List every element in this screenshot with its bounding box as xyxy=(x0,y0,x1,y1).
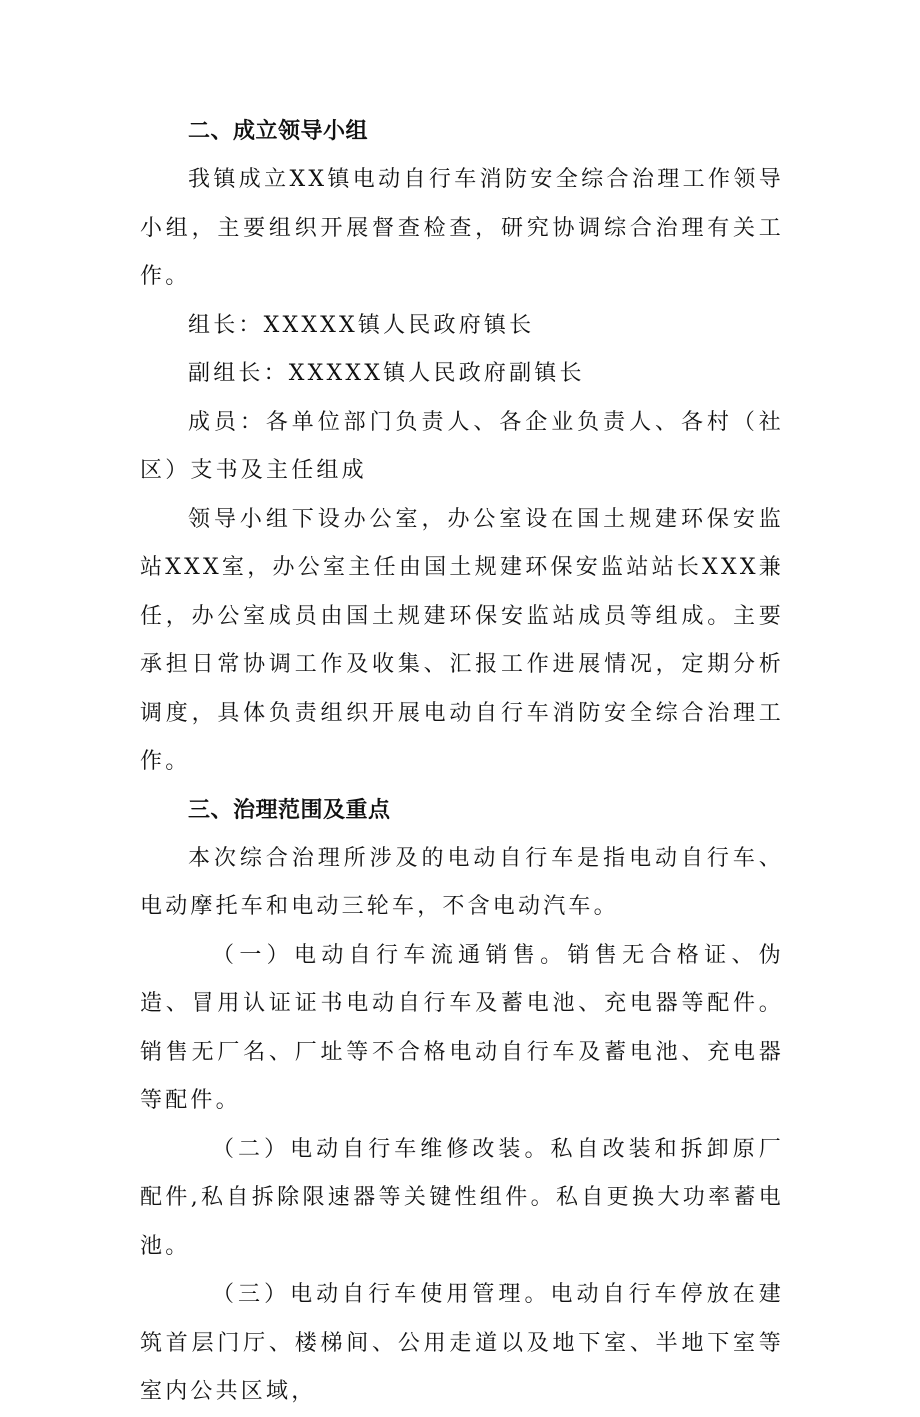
paragraph-item-repair: （二）电动自行车维修改装。私自改装和拆卸原厂配件,私自拆除限速器等关键性组件。私自更换大功率蓄电池。 xyxy=(140,1136,784,1259)
paragraph-scope-definition: 本次综合治理所涉及的电动自行车是指电动自行车、电动摩托车和电动三轮车，不含电动汽车。 xyxy=(140,845,784,919)
paragraph-deputy-leader: 副组长：XXXXX镇人民政府副镇长 xyxy=(188,361,585,386)
paragraph-item-sales: （一）电动自行车流通销售。销售无合格证、伪造、冒用认证证书电动自行车及蓄电池、充电器等配件。销售无厂名、厂址等不合格电动自行车及蓄电池、充电器等配件。 xyxy=(140,942,784,1113)
paragraph-item-usage: （三）电动自行车使用管理。电动自行车停放在建筑首层门厅、楼梯间、公用走道以及地下室、半地下室等室内公共区域， xyxy=(140,1282,784,1404)
paragraph-group-members: 成员：各单位部门负责人、各企业负责人、各村（社区）支书及主任组成 xyxy=(140,409,784,483)
paragraph-group-leader: 组长：XXXXX镇人民政府镇长 xyxy=(188,312,535,338)
paragraph-office: 领导小组下设办公室，办公室设在国土规建环保安监站XXX室，办公室主任由国土规建环保安监站站长XXX兼任，办公室成员由国土规建环保安监站成员等组成。主要承担日常协调工作及收集、汇报工作进展情况，定期分析调度，具体负责组织开展电动自行车消防安全综合治理工作。 xyxy=(140,506,784,774)
section-heading-leadership-group: 二、成立领导小组 xyxy=(188,119,369,144)
paragraph-group-established: 我镇成立XX镇电动自行车消防安全综合治理工作领导小组，主要组织开展督查检查，研究协调综合治理有关工作。 xyxy=(140,167,784,289)
section-heading-scope-focus: 三、治理范围及重点 xyxy=(188,797,391,823)
document-body xyxy=(140,108,784,1417)
